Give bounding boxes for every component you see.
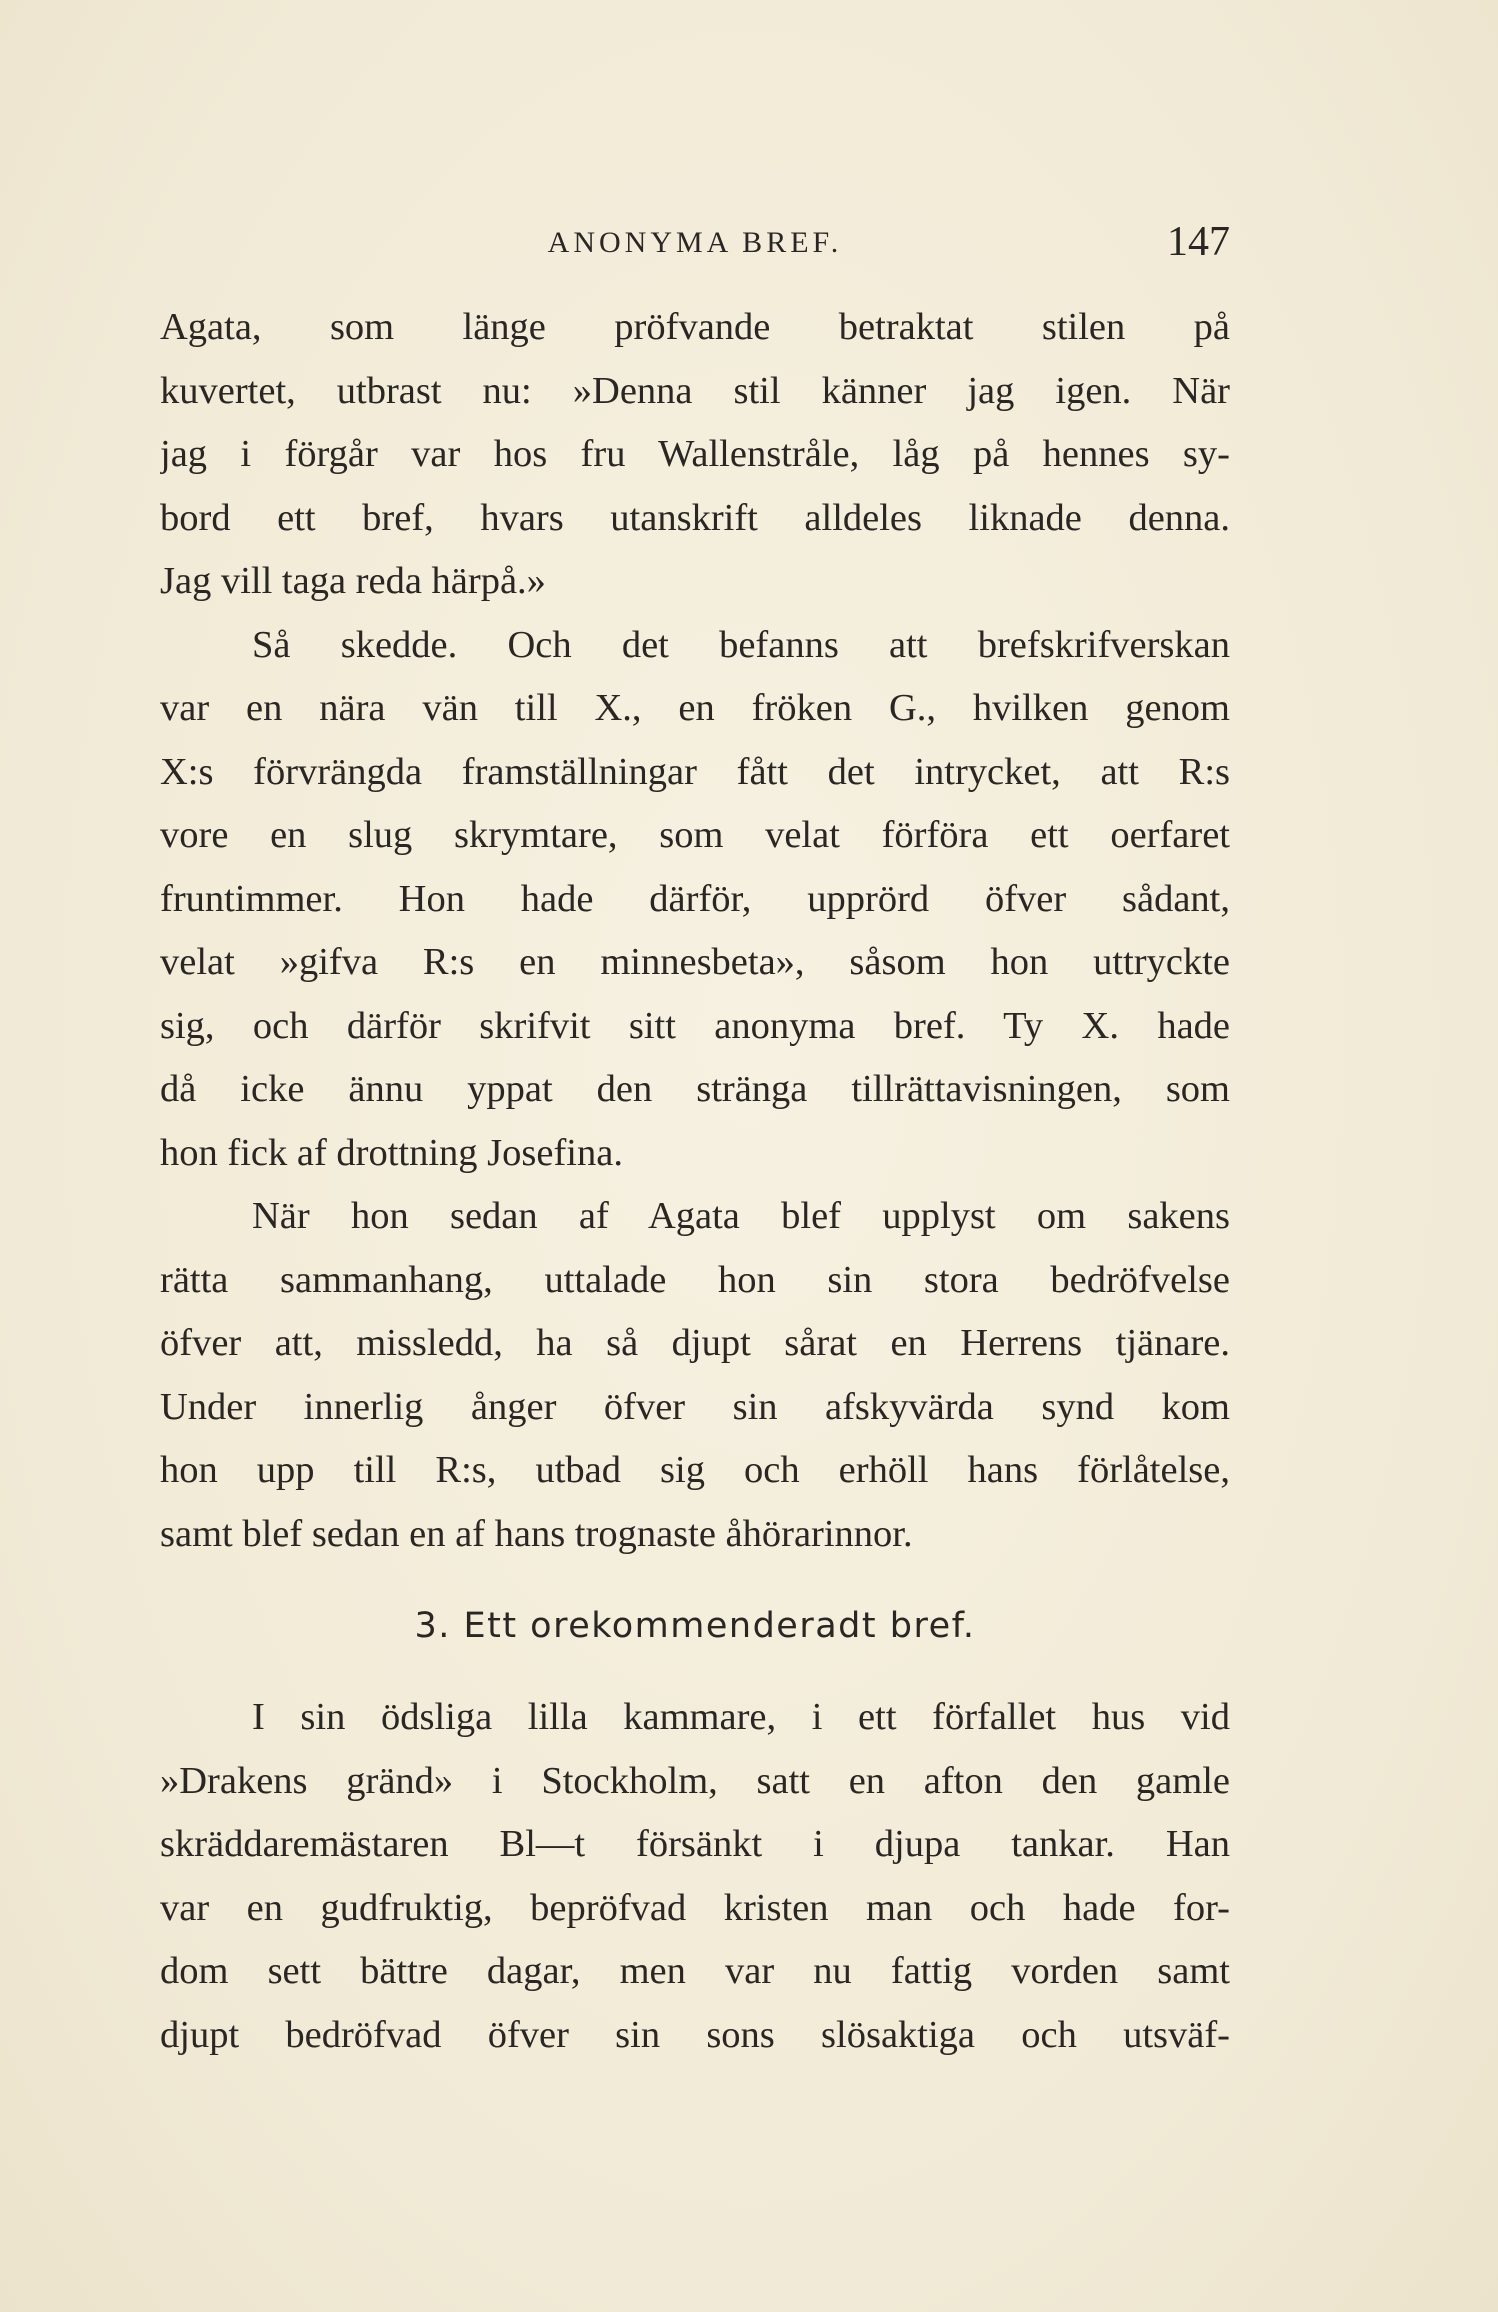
text-line: När hon sedan af Agata blef upplyst om sakens: [252, 1195, 1230, 1237]
page-number: 147: [1167, 219, 1230, 265]
running-head: [160, 218, 1230, 278]
text-line: var en gudfruktig, bepröfvad kristen man och hade for-: [160, 1886, 1230, 1929]
text-line: dom sett bättre dagar, men var nu fattig vorden samt: [160, 1950, 1230, 1992]
text-line: Under innerlig ånger öfver sin afskyvärda synd kom: [160, 1385, 1230, 1428]
text-line: öfver att, missledd, ha så djupt sårat en Herrens tjänare.: [160, 1322, 1230, 1364]
body-text-section-1: [160, 296, 1230, 1566]
text-line: hon upp till R:s, utbad sig och erhöll hans förlåtelse,: [160, 1449, 1230, 1491]
text-line: »Drakens gränd» i Stockholm, satt en afton den gamle: [160, 1759, 1230, 1802]
text-line: Så skedde. Och det befanns att brefskrifverskan: [252, 623, 1230, 666]
text-line: vore en slug skrymtare, som velat förföra ett oerfaret: [160, 814, 1230, 856]
text-line: rätta sammanhang, uttalade hon sin stora bedröfvelse: [160, 1258, 1230, 1301]
text-line: Jag vill taga reda härpå.»: [160, 560, 546, 602]
text-line: djupt bedröfvad öfver sin sons slösaktiga och utsväf-: [160, 2013, 1230, 2056]
text-line: var en nära vän till X., en fröken G., hvilken genom: [160, 687, 1230, 729]
text-line: I sin ödsliga lilla kammare, i ett förfallet hus vid: [252, 1696, 1230, 1738]
text-line: fruntimmer. Hon hade därför, upprörd öfver sådant,: [160, 877, 1230, 920]
section-heading: 3. Ett orekommenderadt bref.: [414, 1606, 976, 1646]
text-line: bord ett bref, hvars utanskrift alldeles liknade denna.: [160, 496, 1230, 539]
text-line: X:s förvrängda framställningar fått det intrycket, att R:s: [160, 750, 1230, 793]
text-line: velat »gifva R:s en minnesbeta», såsom hon uttryckte: [160, 941, 1230, 983]
text-line: kuvertet, utbrast nu: »Denna stil känner jag igen. När: [160, 369, 1230, 412]
body-text-section-2: [160, 1686, 1230, 2067]
text-line: skräddaremästaren Bl—t försänkt i djupa tankar. Han: [160, 1823, 1230, 1865]
text-line: jag i förgår var hos fru Wallenstråle, låg på hennes sy-: [160, 433, 1230, 475]
text-line: hon fick af drottning Josefina.: [160, 1131, 623, 1174]
running-title: ANONYMA BREF.: [547, 226, 843, 259]
text-line: då icke ännu yppat den stränga tillrättavisningen, som: [160, 1068, 1230, 1110]
text-line: samt blef sedan en af hans trognaste åhörarinnor.: [160, 1512, 913, 1555]
text-line: Agata, som länge pröfvande betraktat stilen på: [160, 306, 1230, 348]
text-line: sig, och därför skrifvit sitt anonyma bref. Ty X. hade: [160, 1004, 1230, 1047]
